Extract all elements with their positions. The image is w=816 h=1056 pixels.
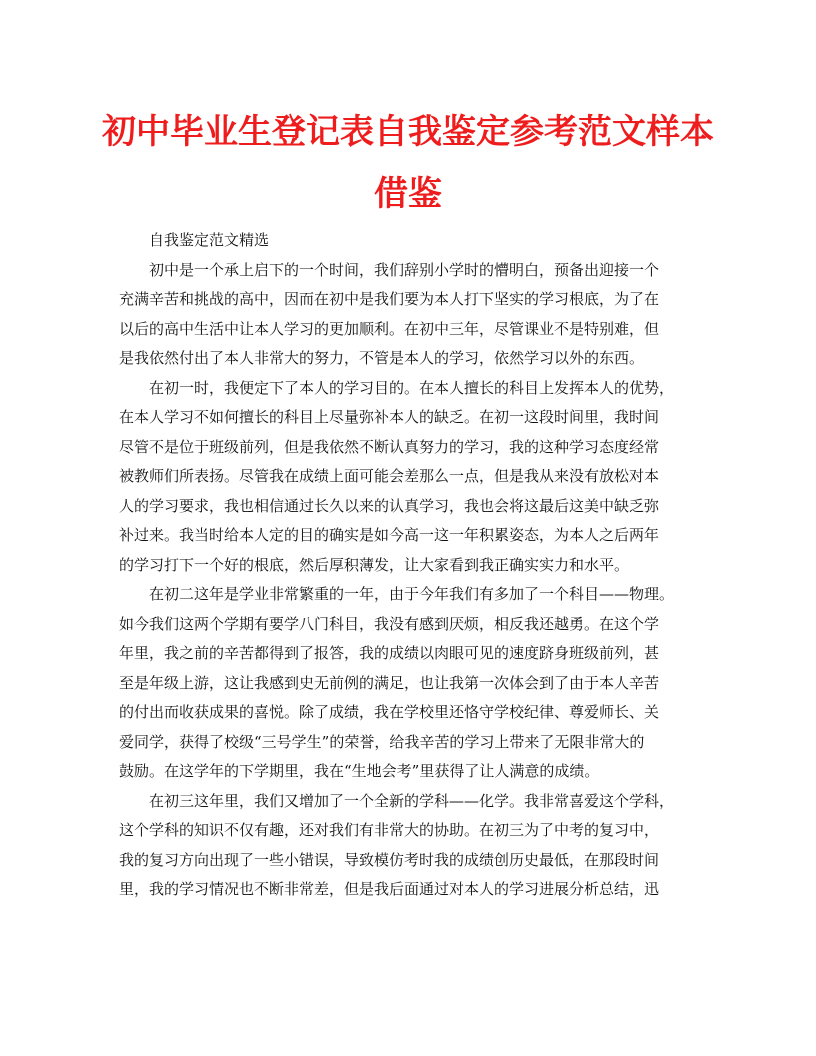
- text-line: 尽管不是位于班级前列，但是我依然不断认真努力的学习，我的这种学习态度经常: [119, 437, 660, 456]
- text-line: 是我依然付出了本人非常大的努力，不管是本人的学习，依然学习以外的东西。: [119, 349, 645, 367]
- text-line: 在初一时，我便定下了本人的学习目的。在本人擅长的科目上发挥本人的优势，: [149, 378, 675, 397]
- paragraph: [119, 787, 697, 905]
- text-line: 的付出而收获成果的喜悦。除了成绩，我在学校里还恪守学校纪律、尊爱师长、关: [119, 703, 660, 721]
- text-line: 我的复习方向出现了一些小错误，导致模仿考时我的成绩创历史最低，在那段时间: [119, 850, 660, 869]
- document-title-line-1: 初中毕业生登记表自我鉴定参考范文样本: [102, 112, 714, 152]
- document-title-line-2: 借鉴: [374, 174, 442, 214]
- text-line: 充满辛苦和挑战的高中，因而在初中是我们要为本人打下坚实的学习根底，为了在: [119, 290, 660, 308]
- text-line: 如今我们这两个学期有要学八门科目，我没有感到厌烦，相反我还越勇。在这个学: [119, 614, 660, 633]
- text-line: 初中是一个承上启下的一个时间，我们辞别小学时的懵明白，预备出迎接一个: [149, 260, 660, 279]
- document-body: [119, 226, 697, 905]
- text-line: 里，我的学习情况也不断非常差，但是我后面通过对本人的学习进展分析总结，迅: [119, 880, 660, 898]
- paragraph: [119, 256, 697, 374]
- paragraph: [119, 374, 697, 581]
- text-line: 鼓励。在这学年的下学期里，我在“生地会考”里获得了让人满意的成绩。: [119, 762, 600, 780]
- text-line: 以后的高中生活中让本人学习的更加顺利。在初中三年，尽管课业不是特别难，但: [119, 319, 660, 338]
- text-line: 这个学科的知识不仅有趣，还对我们有非常大的协助。在初三为了中考的复习中，: [119, 821, 660, 839]
- paragraph-heading: [119, 226, 697, 256]
- text-line: 年里，我之前的辛苦都得到了报答，我的成绩以肉眼可见的速度跻身班级前列，甚: [119, 644, 660, 662]
- text-line: 在初二这年是学业非常繁重的一年，由于今年我们有多加了一个科目——物理。: [149, 585, 675, 603]
- text-line: 被教师们所表扬。尽管我在成绩上面可能会差那么一点，但是我从来没有放松对本: [119, 467, 660, 485]
- text-line: 至是年级上游，这让我感到史无前例的满足，也让我第一次体会到了由于本人辛苦: [119, 673, 660, 692]
- text-line: 在本人学习不如何擅长的科目上尽量弥补本人的缺乏。在初一这段时间里，我时间: [119, 408, 660, 426]
- text-line: 的学习打下一个好的根底，然后厚积薄发，让大家看到我正确实实力和水平。: [119, 555, 630, 574]
- text-line: 自我鉴定范文精选: [149, 231, 270, 249]
- text-line: 补过来。我当时给本人定的目的确实是如今高一这一年积累姿态，为本人之后两年: [119, 526, 660, 544]
- text-line: 人的学习要求，我也相信通过长久以来的认真学习，我也会将这最后这美中缺乏弥: [119, 496, 660, 515]
- text-line: 在初三这年里，我们又增加了一个全新的学科——化学。我非常喜爱这个学科，: [149, 791, 675, 810]
- text-line: 爱同学，获得了校级“三号学生”的荣誉，给我辛苦的学习上带来了无限非常大的: [119, 732, 645, 751]
- paragraph: [119, 580, 697, 787]
